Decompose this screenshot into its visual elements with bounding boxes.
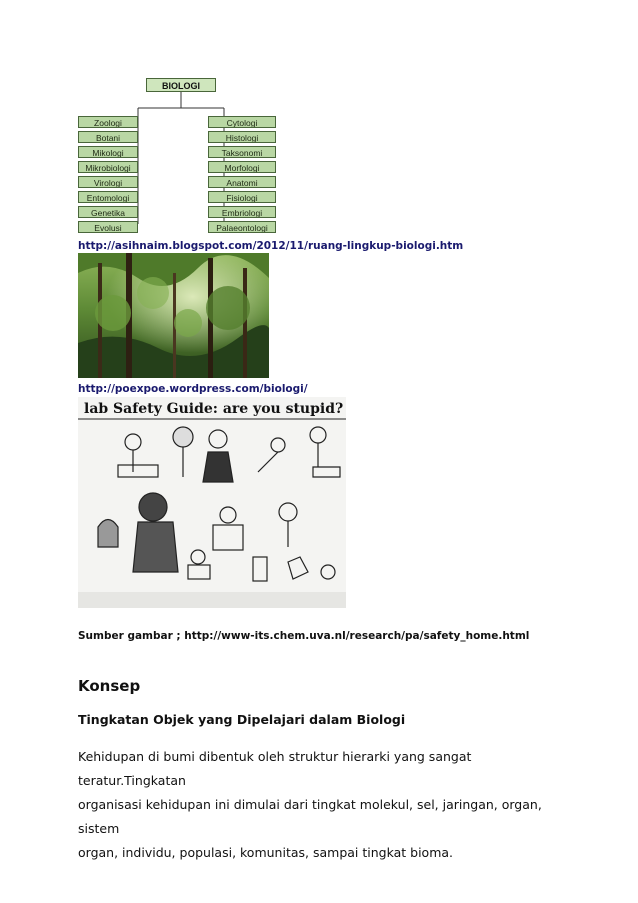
diagram-title-box: BIOLOGI (146, 78, 216, 92)
forest-photo (78, 253, 269, 378)
diagram-right-item: Taksonomi (208, 146, 276, 158)
lab-safety-cartoon (78, 397, 346, 608)
section-subheading: Tingkatan Objek yang Dipelajari dalam Biologi (78, 712, 406, 727)
diagram-right-item: Fisiologi (208, 191, 276, 203)
diagram-left-item: Botani (78, 131, 138, 143)
caption-forest-source[interactable]: http://poexpoe.wordpress.com/biologi/ (78, 383, 308, 395)
diagram-right-item: Embriologi (208, 206, 276, 218)
diagram-left-item: Genetika (78, 206, 138, 218)
biology-diagram (78, 78, 278, 233)
diagram-right-item: Anatomi (208, 176, 276, 188)
paragraph-line: organisasi kehidupan ini dimulai dari tingkat molekul, sel, jaringan, organ, sistem (78, 797, 542, 836)
paragraph-line: Kehidupan di bumi dibentuk oleh struktur hierarki yang sangat teratur.Tingkatan (78, 749, 472, 788)
caption-cartoon-source: Sumber gambar ; http://www-its.chem.uva.nl/research/pa/safety_home.html (78, 630, 530, 642)
diagram-right-item: Morfologi (208, 161, 276, 173)
diagram-left-item: Entomologi (78, 191, 138, 203)
diagram-left-item: Evolusi (78, 221, 138, 233)
diagram-left-item: Mikologi (78, 146, 138, 158)
caption-diagram-source[interactable]: http://asihnaim.blogspot.com/2012/11/ruang-lingkup-biologi.htm (78, 240, 464, 252)
diagram-left-item: Mikrobiologi (78, 161, 138, 173)
diagram-right-item: Palaeontologi (208, 221, 276, 233)
diagram-right-item: Cytologi (208, 116, 276, 128)
diagram-left-item: Virologi (78, 176, 138, 188)
diagram-left-item: Zoologi (78, 116, 138, 128)
cartoon-title: lab Safety Guide: are you stupid? (84, 401, 344, 417)
paragraph-line: organ, individu, populasi, komunitas, sampai tingkat bioma. (78, 845, 454, 860)
diagram-right-item: Histologi (208, 131, 276, 143)
section-heading: Konsep (78, 677, 141, 695)
body-paragraph (78, 745, 578, 865)
